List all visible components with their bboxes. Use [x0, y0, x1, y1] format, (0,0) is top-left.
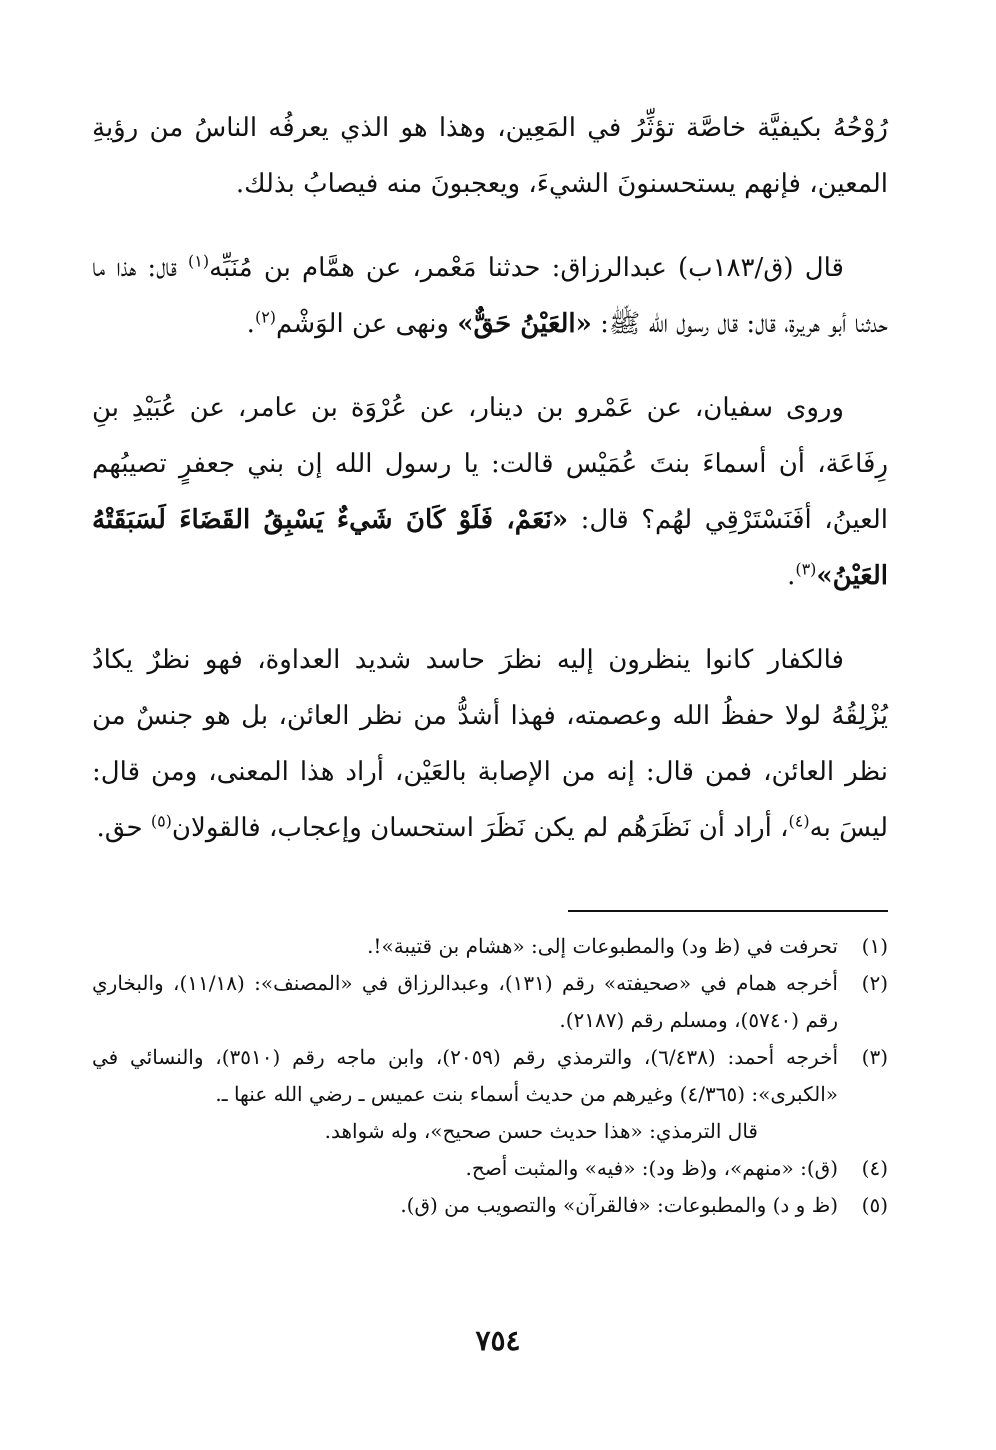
paragraph-2-text-b: قال: هذا ما حدثنا أبو هريرة، قال: قال رسول الله ﷺ:: [92, 253, 888, 339]
paragraph-2-text-d: .: [246, 309, 255, 339]
footnote-ref-3[interactable]: (٣): [795, 559, 817, 579]
footnote-divider: [568, 910, 888, 912]
paragraph-2-text-a: قال (ق/١٨٣ب) عبدالرزاق: حدثنا مَعْمر، عن همَّام بن مُنَبِّه: [209, 253, 844, 283]
footnote-4: [92, 1150, 888, 1187]
footnote-3: [92, 1039, 888, 1113]
paragraph-2-text-c: ونهى عن الوَشْم: [276, 309, 458, 339]
footnote-text: (ق): «منهم»، و(ظ ود): «فيه» والمثبت أصح.: [465, 1156, 838, 1180]
footnote-number: (٤): [861, 1156, 888, 1180]
footnote-3-continuation: [92, 1113, 888, 1150]
footnote-text: أخرجه أحمد: (٦/٤٣٨)، والترمذي رقم (٢٠٥٩)، وابن ماجه رقم (٣٥١٠)، والنسائي في «الكبرى»: (٤/٣٦٥) وغيرهم من حديث أسماء بنت عميس ـ رضي الله عنها ـ.: [92, 1045, 839, 1106]
paragraph-3-text-a: وروى سفيان، عن عَمْرو بن دينار، عن عُرْوَة بن عامر، عن عُبَيْدِ بنِ رِفَاعَة، أن أسماءَ بنتَ عُمَيْس قالت: يا رسول الله إن بني جعفرٍ تصيبُهم العينُ، أفَنَسْتَرْقِي لهُم؟ قال:: [92, 393, 888, 535]
footnote-number: (٣): [861, 1045, 888, 1069]
footnote-ref-4[interactable]: (٤): [788, 811, 810, 831]
hadith-quote-1: «العَيْنُ حَقٌّ»: [457, 309, 592, 339]
paragraph-4-text-c: حق.: [96, 813, 151, 843]
footnotes: [92, 928, 888, 1224]
paragraph-4: [92, 632, 888, 856]
footnote-number: (١): [861, 934, 888, 958]
footnote-ref-2[interactable]: (٢): [254, 307, 277, 327]
main-text: [92, 100, 888, 884]
paragraph-3: [92, 380, 888, 604]
footnote-2: [92, 965, 888, 1039]
paragraph-4-text-b: ، أراد أن نَظَرَهُم لم يكن نَظَرَ استحسان وإعجاب، فالقولان: [171, 813, 789, 843]
page-number: ٧٥٤: [475, 1324, 521, 1357]
paragraph-1: رُوْحُهُ بكيفيَّة خاصَّة تؤثِّرُ في المَعِين، وهذا هو الذي يعرفُه الناسُ من رؤيةِ المعين، فإنهم يستحسنونَ الشيءَ، ويعجبونَ منه فيصابُ بذلك.: [92, 113, 888, 199]
footnote-number: (٢): [861, 971, 888, 995]
paragraph-4-text-a: فالكفار كانوا ينظرون إليه نظرَ حاسد شديد العداوة، فهو نظرٌ يكادُ يُزْلِقُهُ لولا حفظُ الله وعصمته، فهذا أشدُّ من نظر العائن، بل هو جنسٌ من نظر العائن، فمن قال: إنه من الإصابة بالعَيْن، أراد هذا المعنى، ومن قال: ليسَ به: [92, 645, 888, 843]
footnote-text: (ظ و د) والمطبوعات: «فالقرآن» والتصويب من (ق).: [400, 1193, 838, 1217]
paragraph-2: [92, 240, 888, 352]
paragraph-3-text-b: .: [787, 561, 796, 591]
footnote-ref-1[interactable]: (١): [188, 251, 210, 271]
footnote-ref-5[interactable]: (٥): [150, 811, 172, 831]
footnote-number: (٥): [861, 1193, 888, 1217]
footnote-text: قال الترمذي: «هذا حديث حسن صحيح»، وله شواهد.: [324, 1119, 758, 1143]
footnote-1: [92, 928, 888, 965]
footnote-text: أخرجه همام في «صحيفته» رقم (١٣١)، وعبدالرزاق في «المصنف»: (١١/١٨)، والبخاري رقم (٥٧٤٠)، ومسلم رقم (٢١٨٧).: [92, 971, 838, 1032]
hadith-quote-2: «نَعَمْ، فَلَوْ كَانَ شَيءٌ يَسْبِقُ القَضَاءَ لَسَبَقَتْهُ العَيْنُ»: [92, 505, 888, 591]
footnote-5: [92, 1187, 888, 1224]
footnote-text: تحرفت في (ظ ود) والمطبوعات إلى: «هشام بن قتيبة»!.: [367, 934, 838, 958]
